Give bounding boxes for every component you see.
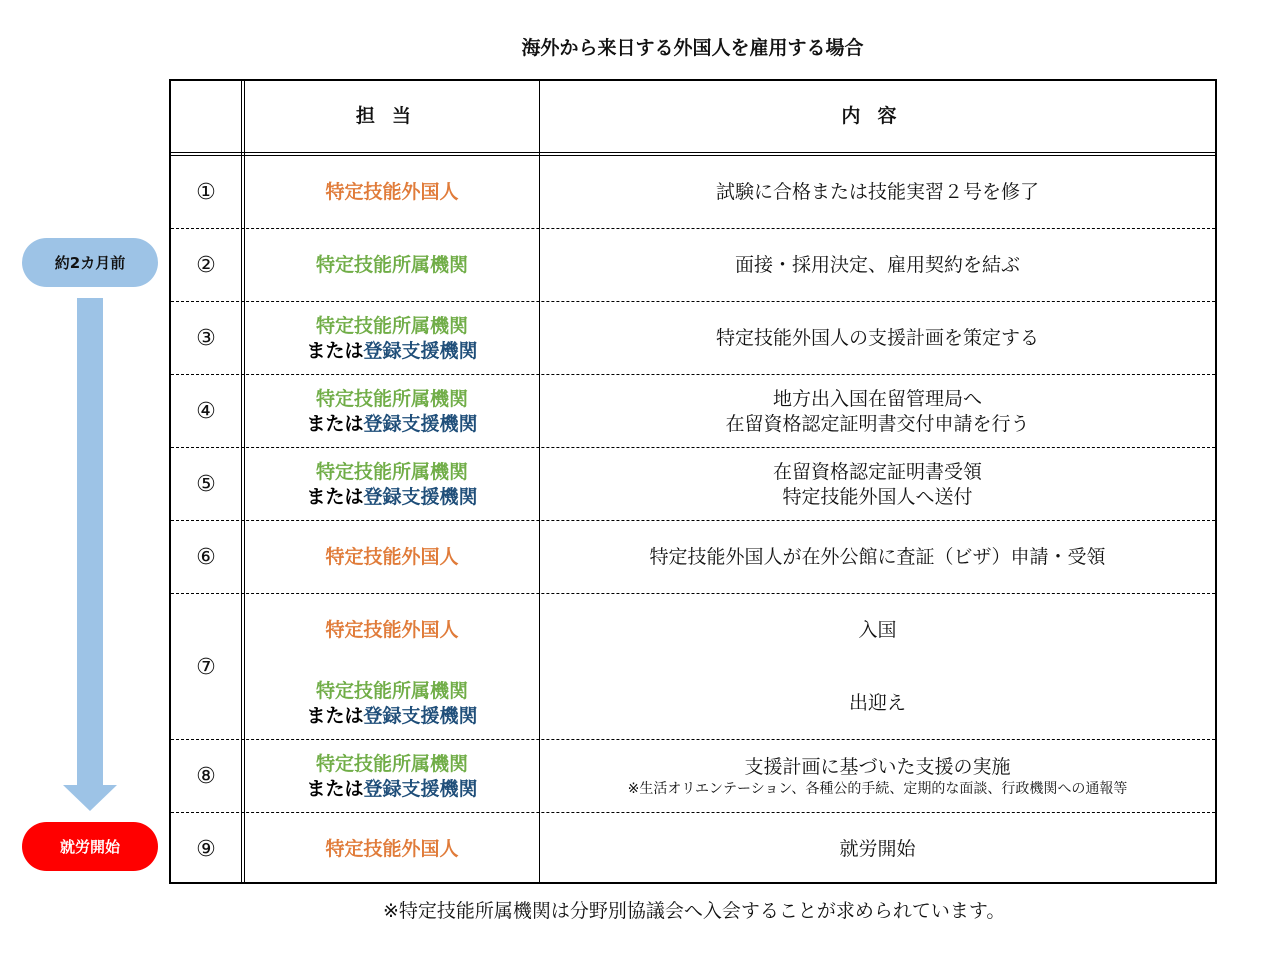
content-cell [540,375,1215,448]
content-note: ※生活オリエンテーション、各種公的手続、定期的な面談、行政機関への通報等 [627,781,1128,797]
assignee-line [306,339,477,364]
table-row [171,448,1215,521]
assignee-cell [245,667,539,740]
assignee-cell [245,375,539,448]
content-line: 試験に合格または技能実習２号を修了 [715,181,1039,203]
content-cell [540,229,1215,302]
step-number: ② [196,253,216,278]
assignee-cell [245,302,539,375]
assignee-line [325,180,458,205]
assignee-line [316,752,468,777]
table-row [171,302,1215,375]
content-line: 在留資格認定証明書交付申請を行う [725,412,1030,435]
content-line: 特定技能外国人の支援計画を策定する [715,327,1039,349]
assignee-text: または [306,704,364,727]
step-number: ⑧ [196,764,216,789]
content-line: 出迎え [848,692,906,714]
content-cell [540,813,1215,886]
footnote: ※特定技能所属機関は分野別協議会へ入会することが求められています。 [383,900,1006,922]
assignee-text: 登録支援機関 [363,777,478,800]
assignee-text: 特定技能外国人 [325,838,459,860]
assignee-text: 特定技能所属機関 [315,679,468,702]
assignee-cell [245,229,539,302]
table-row [171,229,1215,302]
assignee-line [325,545,458,570]
content-line: 特定技能外国人が在外公館に査証（ビザ）申請・受領 [649,546,1106,568]
assignee-line [316,253,468,278]
assignee-text: 特定技能外国人 [325,619,459,641]
assignee-line [316,314,468,339]
step-number: ⑨ [196,837,216,862]
step-number: ⑤ [196,472,216,497]
assignee-text: または [306,339,364,362]
assignee-cell [245,740,539,813]
assignee-cell [245,813,539,886]
assignee-cell [245,156,539,229]
content-line: 特定技能外国人へ送付 [782,485,973,508]
content-line: 支援計画に基づいた支援の実施 [744,756,1011,778]
step-number: ③ [196,326,216,351]
start-timeline-label: 約2カ月前 [22,238,158,287]
assignee-text: 特定技能所属機関 [315,460,468,483]
header-content: 内容 [841,105,914,127]
header-assignee: 担当 [355,105,429,127]
step-number: ⑦ [196,654,216,680]
assignee-line [325,618,458,643]
assignee-text: 登録支援機関 [363,485,478,508]
content-line: 面接・採用決定、雇用契約を結ぶ [734,254,1020,276]
step-number: ⑥ [196,545,216,570]
table-row [171,813,1215,886]
timeline-arrow-icon [60,298,120,813]
content-cell [540,156,1215,229]
assignee-line [306,704,477,729]
assignee-text: 特定技能所属機関 [315,314,468,337]
assignee-cell [245,448,539,521]
content-cell [540,594,1215,667]
assignee-text: 特定技能所属機関 [315,752,468,775]
table-row [171,594,1215,740]
table-row [171,156,1215,229]
content-line: 就労開始 [839,838,916,860]
assignee-line [316,679,468,704]
assignee-text: または [306,777,364,800]
assignee-line [306,412,477,437]
assignee-text: 特定技能外国人 [325,181,459,203]
table-row [171,375,1215,448]
assignee-text: 特定技能所属機関 [315,387,468,410]
assignee-cell [245,521,539,594]
step-number: ④ [196,399,216,424]
assignee-line [316,387,468,412]
assignee-line [325,837,458,862]
assignee-line [306,485,477,510]
step-number: ① [196,180,216,205]
process-table [169,79,1217,884]
assignee-line [316,460,468,485]
table-row [171,521,1215,594]
assignee-cell [245,594,539,667]
page-title: 海外から来日する外国人を雇用する場合 [521,37,864,59]
assignee-text: 登録支援機関 [363,704,478,727]
assignee-text: または [306,412,364,435]
assignee-line [306,777,477,802]
content-cell [540,448,1215,521]
assignee-text: 登録支援機関 [363,339,478,362]
assignee-text: 特定技能所属機関 [315,254,468,276]
table-row [171,740,1215,813]
content-cell [540,302,1215,375]
end-timeline-label: 就労開始 [22,822,158,871]
content-cell [540,667,1215,740]
assignee-text: 登録支援機関 [363,412,478,435]
assignee-text: または [306,485,364,508]
content-line: 入国 [858,619,897,641]
assignee-text: 特定技能外国人 [325,546,459,568]
content-cell [540,521,1215,594]
content-line: 地方出入国在留管理局へ [772,387,982,410]
content-cell [540,740,1215,813]
content-line: 在留資格認定証明書受領 [772,460,982,483]
